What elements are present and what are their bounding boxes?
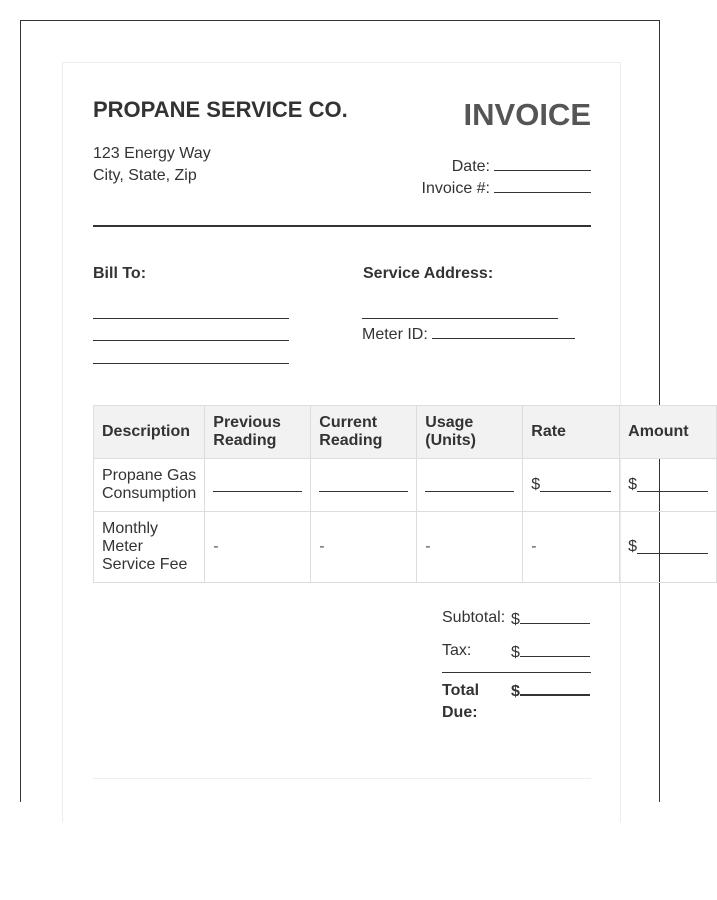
table-header-row <box>94 406 717 459</box>
row-rate: $ <box>523 459 620 512</box>
page-frame <box>20 20 689 802</box>
total-due-label: Total Due: <box>442 682 480 721</box>
header-description: Description <box>94 406 205 459</box>
tax-label: Tax: <box>442 642 472 659</box>
header-amount: Amount <box>620 406 717 459</box>
bill-to-line-2 <box>93 340 289 341</box>
header-rate: Rate <box>523 406 620 459</box>
line-items-table <box>93 405 717 583</box>
tax-value: $ <box>511 642 590 662</box>
row-amount: $ <box>620 512 717 583</box>
meter-id-field <box>362 324 575 344</box>
bill-to-line-3 <box>93 363 289 364</box>
subtotal-label: Subtotal: <box>442 609 506 626</box>
service-address-label: Service Address: <box>363 265 494 282</box>
invoice-number-field <box>422 178 591 198</box>
table-row <box>94 459 717 512</box>
header-previous-reading: Previous Reading <box>205 406 311 459</box>
row-description: Propane Gas Consumption <box>94 459 205 512</box>
company-address-line1: 123 Energy Way <box>93 145 211 162</box>
tax-row <box>442 642 520 661</box>
row-description: Monthly Meter Service Fee <box>94 512 205 583</box>
subtotal-row <box>442 609 520 628</box>
subtotal-value: $ <box>511 609 590 629</box>
row-current-reading <box>311 459 417 512</box>
meter-id-label: Meter ID: <box>362 326 428 343</box>
row-rate: - <box>523 512 620 583</box>
row-previous-reading: - <box>205 512 311 583</box>
header-divider <box>93 225 591 227</box>
header-current-reading: Current Reading <box>311 406 417 459</box>
invoice-number-blank <box>494 178 591 193</box>
row-amount: $ <box>620 459 717 512</box>
table-row <box>94 512 717 583</box>
invoice-sheet <box>62 62 689 822</box>
bill-to-label: Bill To: <box>93 265 147 282</box>
company-name: PROPANE SERVICE CO. <box>93 97 348 122</box>
row-usage: - <box>417 512 523 583</box>
total-due-row <box>442 680 520 724</box>
invoice-title: INVOICE <box>463 97 591 132</box>
total-due-value: $ <box>511 680 590 701</box>
footer-rule <box>93 778 591 779</box>
invoice-number-label: Invoice #: <box>421 180 490 197</box>
meter-id-blank <box>432 324 575 339</box>
row-current-reading: - <box>311 512 417 583</box>
company-address-line2: City, State, Zip <box>93 167 197 184</box>
invoice-date-blank <box>494 156 591 171</box>
row-usage <box>417 459 523 512</box>
row-previous-reading <box>205 459 311 512</box>
bill-to-line-1 <box>93 318 289 319</box>
invoice-date-field <box>452 156 591 176</box>
invoice-date-label: Date: <box>451 158 490 175</box>
totals-separator <box>442 672 591 673</box>
service-address-line <box>362 318 558 319</box>
header-usage: Usage (Units) <box>417 406 523 459</box>
